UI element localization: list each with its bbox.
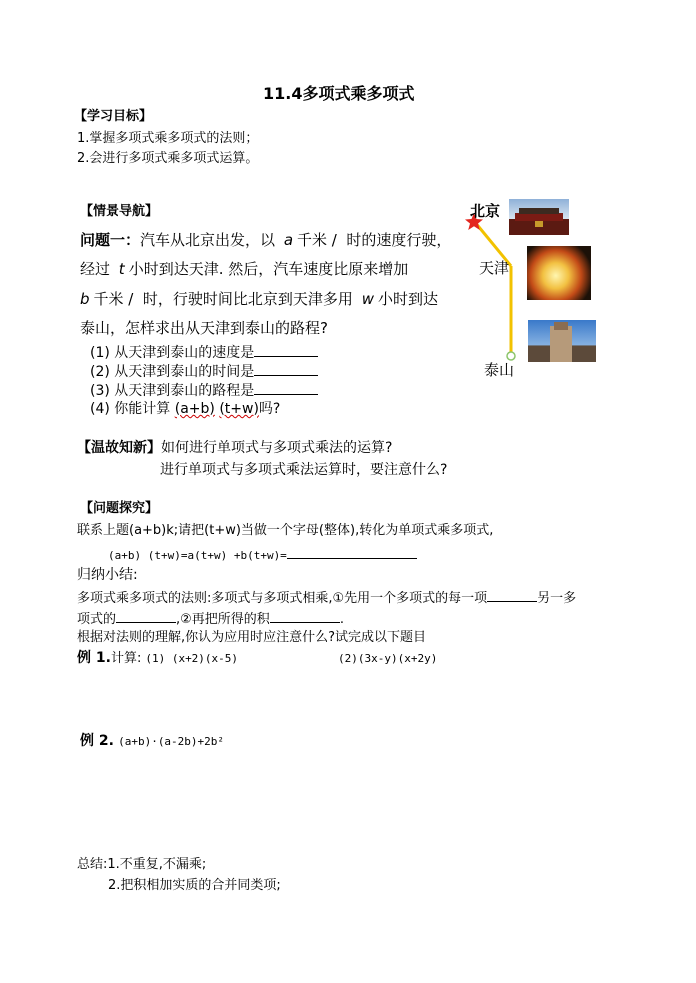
taishan-photo	[528, 320, 596, 362]
goal-item-1: 1.掌握多项式乘多项式的法则；	[77, 131, 259, 146]
explore-line-1: 联系上题(a+b)k;请把(t+w)当做一个字母(整体),转化为单项式乘多项式,	[77, 523, 494, 538]
map-label-taishan: 泰山	[484, 361, 515, 379]
tianjin-photo	[527, 246, 591, 300]
example-2-label: 例 2.	[80, 733, 114, 749]
var-t: t	[118, 260, 125, 278]
scene-header: 【情景导航】	[80, 204, 159, 219]
conclusion-line-1: 总结:1.不重复,不漏乘;	[77, 857, 207, 872]
answer-blank[interactable]	[254, 343, 318, 357]
map-label-tianjin: 天津	[479, 259, 510, 277]
var-a: a	[283, 231, 294, 249]
formula-line: (a+b) (t+w)=a(t+w) +b(t+w)=	[108, 545, 417, 564]
example-2	[80, 733, 224, 750]
answer-blank[interactable]	[254, 381, 318, 395]
rule-line-1: 多项式乘多项式的法则:多项式与多项式相乘,①先用一个多项式的每一项 另一多	[77, 588, 576, 607]
think-line: 根据对法则的理解,你认为应用时应注意什么?试完成以下题目	[77, 630, 427, 645]
var-w: w	[361, 290, 374, 308]
beijing-photo	[509, 199, 569, 235]
sub-question-4: (4) 你能计算 (a+b) (t+w)吗?	[90, 401, 281, 417]
var-b: b	[80, 290, 90, 308]
rule-line-2: 项式的 ,②再把所得的积 .	[77, 609, 344, 628]
example-2-expression: (a+b)·(a-2b)+2b²	[118, 735, 225, 748]
review-header: 【温故知新】	[77, 440, 161, 456]
example-1-part-1: (1) (x+2)(x-5)	[145, 652, 239, 665]
sub-question-2: (2) 从天津到泰山的时间是	[90, 362, 318, 381]
sub-question-3: (3) 从天津到泰山的路程是	[90, 381, 318, 400]
answer-blank[interactable]	[254, 362, 318, 376]
taishan-dot-icon	[507, 352, 515, 360]
scene-line-2: 经过 t 小时到达天津. 然后，汽车速度比原来增加	[80, 260, 409, 278]
goal-item-2: 2.会进行多项式乘多项式运算。	[77, 151, 259, 166]
example-1: 例 1.计算: (1) (x+2)(x-5)	[77, 650, 239, 666]
scene-line-4: 泰山，怎样求出从天津到泰山的路程?	[80, 319, 328, 337]
conclusion-line-2: 2.把积相加实质的合并同类项;	[108, 878, 281, 893]
expr-a-plus-b: (a+b)	[174, 401, 215, 417]
question-label: 问题一：	[80, 231, 141, 249]
answer-blank[interactable]	[287, 545, 417, 559]
goals-header: 【学习目标】	[74, 109, 153, 124]
scene-line-3: b 千米 / 时，行驶时间比北京到天津多用 w 小时到达	[80, 290, 438, 308]
example-1-label: 例 1.	[77, 650, 111, 666]
review-line-2: 进行单项式与多项式乘法运算时，要注意什么?	[160, 462, 448, 478]
summary-label: 归纳小结:	[77, 567, 138, 583]
example-1-part-2: (2)(3x-y)(x+2y)	[338, 652, 438, 665]
review-line-1: 【温故知新】如何进行单项式与多项式乘法的运算?	[77, 440, 393, 456]
explore-header: 【问题探究】	[80, 501, 159, 516]
expr-t-plus-w: (t+w)	[219, 401, 259, 417]
answer-blank[interactable]	[270, 609, 340, 623]
sub-question-1: (1) 从天津到泰山的速度是	[90, 343, 318, 362]
scene-line-1: 问题一：汽车从北京出发，以 a 千米 / 时的速度行驶，	[80, 231, 452, 249]
answer-blank[interactable]	[487, 588, 537, 602]
page-title: 11.4多项式乘多项式	[263, 84, 415, 103]
map-label-beijing: 北京	[470, 202, 501, 220]
answer-blank[interactable]	[116, 609, 176, 623]
